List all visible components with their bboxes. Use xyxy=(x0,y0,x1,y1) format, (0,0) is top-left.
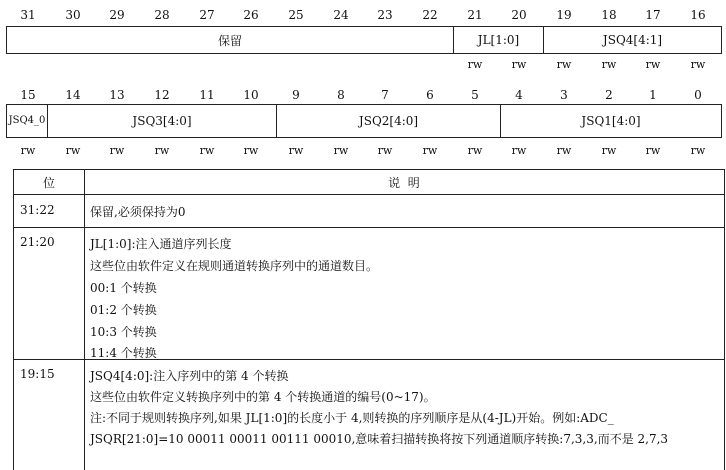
jsq3-field: JSQ3[4:0] xyxy=(47,105,276,137)
bit-number: 16 xyxy=(690,8,706,22)
access-rw: rw xyxy=(690,144,706,157)
description-line: JSQ4[4:0]:注入序列中的第 4 个转换 xyxy=(90,369,289,383)
bit-number: 29 xyxy=(109,8,125,22)
bit-number: 7 xyxy=(381,88,389,102)
bit-number: 26 xyxy=(243,8,259,22)
jsq1-field: JSQ1[4:0] xyxy=(500,105,721,137)
table-header xyxy=(14,170,724,195)
upper-register-row xyxy=(6,26,722,54)
bit-number: 13 xyxy=(109,88,125,102)
access-rw: rw xyxy=(333,144,349,157)
bit-number: 23 xyxy=(377,8,393,22)
access-rw: rw xyxy=(645,144,661,157)
description-line: 00:1 个转换 xyxy=(90,281,157,295)
access-rw: rw xyxy=(511,144,527,157)
bit-number: 5 xyxy=(471,88,479,102)
bit-range: 21:20 xyxy=(20,235,55,249)
description-line: 这些位由软件定义转换序列中的第 4 个转换通道的编号(0~17)。 xyxy=(90,390,436,404)
bit-description-table xyxy=(13,169,725,470)
bit-number: 9 xyxy=(292,88,300,102)
access-rw: rw xyxy=(556,144,572,157)
access-rw: rw xyxy=(154,144,170,157)
bit-number: 18 xyxy=(601,8,617,22)
bit-range: 31:22 xyxy=(20,203,55,217)
access-rw: rw xyxy=(601,58,617,71)
bit-number: 19 xyxy=(556,8,572,22)
bit-number: 1 xyxy=(649,88,657,102)
header-bit: 位 xyxy=(42,176,55,190)
bit-number: 3 xyxy=(560,88,568,102)
access-rw: rw xyxy=(645,58,661,71)
jsq4-high-field: JSQ4[4:1] xyxy=(543,27,721,53)
bit-number: 12 xyxy=(154,88,170,102)
access-rw: rw xyxy=(467,58,483,71)
bit-number: 31 xyxy=(20,8,36,22)
bit-number: 30 xyxy=(65,8,81,22)
bit-number: 11 xyxy=(199,88,215,102)
bit-number: 22 xyxy=(422,8,438,22)
bit-number: 24 xyxy=(333,8,349,22)
bit-number: 27 xyxy=(199,8,215,22)
access-rw: rw xyxy=(65,144,81,157)
jsq2-field: JSQ2[4:0] xyxy=(276,105,500,137)
description-line: 01:2 个转换 xyxy=(90,303,157,317)
access-rw: rw xyxy=(556,58,572,71)
table-row xyxy=(14,360,724,470)
description-line: 保留,必须保持为0 xyxy=(90,205,186,219)
table-row xyxy=(14,228,724,360)
description-line: 11:4 个转换 xyxy=(90,346,157,360)
access-rw: rw xyxy=(20,144,36,157)
bit-range: 19:15 xyxy=(20,367,55,381)
bit-number: 10 xyxy=(243,88,259,102)
access-rw: rw xyxy=(377,144,393,157)
bit-number: 2 xyxy=(605,88,613,102)
access-rw: rw xyxy=(601,144,617,157)
description-line: 10:3 个转换 xyxy=(90,325,157,339)
description-line: 这些位由软件定义在规则通道转换序列中的通道数目。 xyxy=(90,259,379,273)
description-line: JSQR[21:0]=10 00011 00011 00111 00010,意味着扫描转换将按下列通道顺序转换:7,3,3,而不是 2,7,3 xyxy=(90,432,669,446)
access-rw: rw xyxy=(109,144,125,157)
access-rw: rw xyxy=(511,58,527,71)
reserved-field: 保留 xyxy=(217,33,242,48)
access-rw: rw xyxy=(199,144,215,157)
access-rw: rw xyxy=(288,144,304,157)
description-line: 注:不同于规则转换序列,如果 JL[1:0]的长度小于 4,则转换的序列顺序是从(4-JL)开始。例如:ADC_ xyxy=(90,411,614,425)
bit-number: 20 xyxy=(511,8,527,22)
description-line: JL[1:0]:注入通道序列长度 xyxy=(90,237,232,251)
access-rw: rw xyxy=(243,144,259,157)
jl-field: JL[1:0] xyxy=(453,27,543,53)
bit-number: 17 xyxy=(645,8,661,22)
access-rw: rw xyxy=(690,58,706,71)
bit-number: 0 xyxy=(694,88,702,102)
access-rw: rw xyxy=(467,144,483,157)
header-description: 说 明 xyxy=(388,176,420,190)
lower-register-row xyxy=(6,104,722,138)
jsq4-bit0-field: JSQ4_0 xyxy=(8,115,46,126)
bit-number: 4 xyxy=(515,88,523,102)
bit-number: 6 xyxy=(426,88,434,102)
bit-number: 25 xyxy=(288,8,304,22)
table-row xyxy=(14,195,724,228)
bit-number: 8 xyxy=(337,88,345,102)
bit-number: 15 xyxy=(20,88,36,102)
access-rw: rw xyxy=(422,144,438,157)
bit-number: 28 xyxy=(154,8,170,22)
bit-number: 21 xyxy=(467,8,483,22)
bit-number: 14 xyxy=(65,88,81,102)
